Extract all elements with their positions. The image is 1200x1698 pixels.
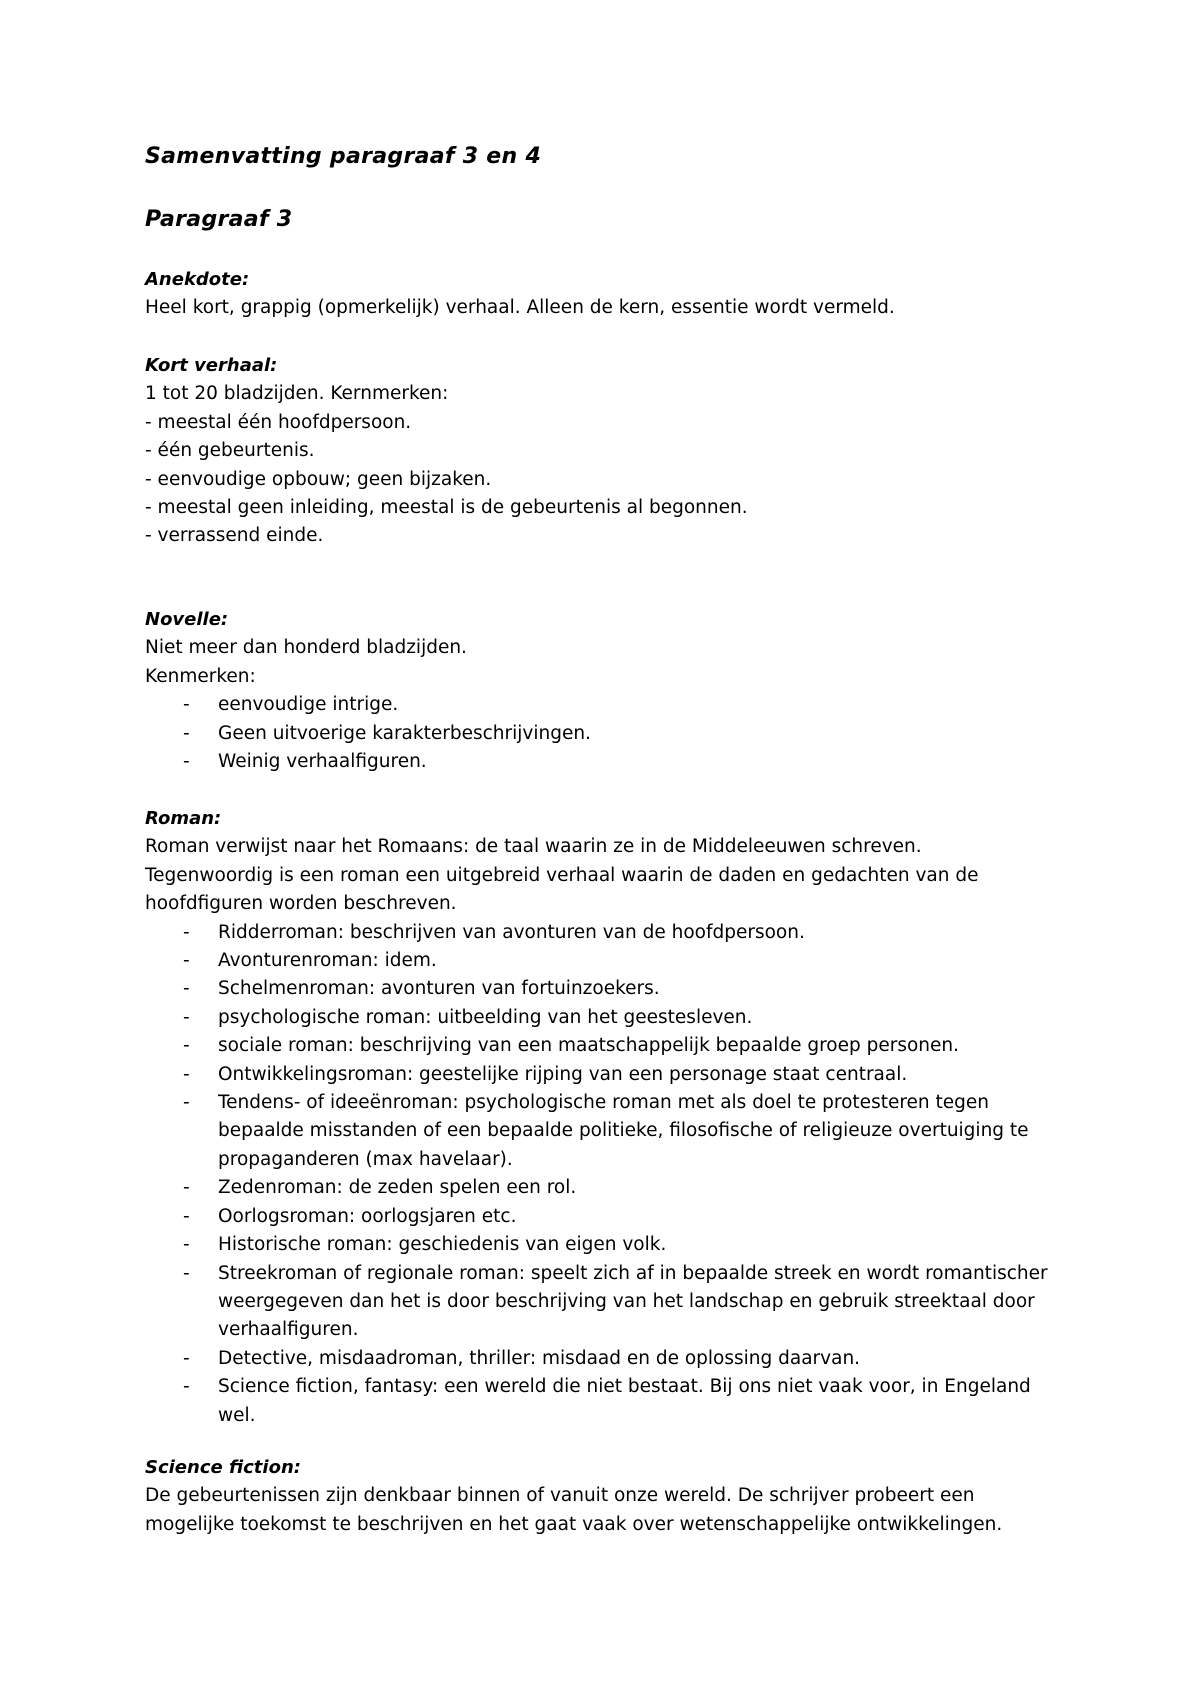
roman-heading: Roman:: [145, 808, 222, 829]
section-title: Paragraaf 3: [145, 207, 293, 232]
anekdote-section: [145, 266, 1065, 323]
list-item: - Geen uitvoerige karakterbeschrijvingen.: [145, 720, 1065, 748]
list-item: - psychologische roman: uitbeelding van het geestesleven.: [145, 1004, 1065, 1032]
kort-verhaal-line: - meestal één hoofdpersoon.: [145, 411, 412, 433]
roman-text: Tegenwoordig is een roman een uitgebreid verhaal waarin de daden en gedachten van de hoofdfiguren worden beschreven.: [145, 864, 979, 915]
science-fiction-text: De gebeurtenissen zijn denkbaar binnen of vanuit onze wereld. De schrijver probeert een mogelijke toekomst te beschrijven en het gaat vaak over wetenschappelijke ontwikkelingen.: [145, 1485, 1003, 1535]
anekdote-heading: Anekdote:: [145, 269, 250, 290]
list-item: - Avonturenroman: idem.: [145, 947, 1065, 975]
kort-verhaal-line: - eenvoudige opbouw; geen bijzaken.: [145, 468, 492, 490]
document-title: Samenvatting paragraaf 3 en 4: [145, 144, 542, 169]
list-item: - sociale roman: beschrijving van een maatschappelijk bepaalde groep personen.: [145, 1032, 1065, 1060]
kort-verhaal-intro: 1 tot 20 bladzijden. Kernmerken:: [145, 383, 449, 405]
list-item: - Schelmenroman: avonturen van fortuinzoekers.: [145, 975, 1065, 1003]
list-item: - Weinig verhaalfiguren.: [145, 748, 1065, 776]
list-item: - eenvoudige intrige.: [145, 691, 1065, 719]
novelle-list: [145, 691, 1065, 776]
kort-verhaal-line: - meestal geen inleiding, meestal is de gebeurtenis al begonnen.: [145, 497, 748, 519]
kort-verhaal-line: - verrassend einde.: [145, 525, 324, 547]
list-item: - Zedenroman: de zeden spelen een rol.: [145, 1174, 1065, 1202]
list-item: - Detective, misdaadroman, thriller: misdaad en de oplossing daarvan.: [145, 1345, 1065, 1373]
list-item: - Streekroman of regionale roman: speelt zich af in bepaalde streek en wordt romantischer weergegeven dan het is door beschrijving van het landschap en gebruik streektaal door verhaalfiguren.: [145, 1260, 1065, 1345]
roman-text: Roman verwijst naar het Romaans: de taal waarin ze in de Middeleeuwen schreven.: [145, 836, 922, 858]
list-item: - Ontwikkelingsroman: geestelijke rijping van een personage staat centraal.: [145, 1061, 1065, 1089]
roman-section: [145, 805, 1065, 1430]
kort-verhaal-section: [145, 352, 1065, 551]
kort-verhaal-heading: Kort verhaal:: [145, 355, 278, 376]
kort-verhaal-line: - één gebeurtenis.: [145, 440, 315, 462]
list-item: - Ridderroman: beschrijven van avonturen van de hoofdpersoon.: [145, 919, 1065, 947]
list-item: - Historische roman: geschiedenis van eigen volk.: [145, 1231, 1065, 1259]
list-item: - Oorlogsroman: oorlogsjaren etc.: [145, 1203, 1065, 1231]
novelle-text: Kenmerken:: [145, 665, 256, 687]
list-item: - Tendens- of ideeënroman: psychologische roman met als doel te protesteren tegen bepaalde misstanden of een bepaalde politieke, filosofische of religieuze overtuiging te propaganderen (max havelaar).: [145, 1089, 1065, 1174]
list-item: - Science fiction, fantasy: een wereld die niet bestaat. Bij ons niet vaak voor, in Engeland wel.: [145, 1373, 1065, 1430]
novelle-text: Niet meer dan honderd bladzijden.: [145, 637, 467, 659]
novelle-section: [145, 606, 1065, 776]
science-fiction-section: [145, 1454, 1065, 1539]
anekdote-text: Heel kort, grappig (opmerkelijk) verhaal. Alleen de kern, essentie wordt vermeld.: [145, 297, 895, 319]
novelle-heading: Novelle:: [145, 609, 229, 630]
roman-list: [145, 919, 1065, 1430]
science-fiction-heading: Science fiction:: [145, 1457, 301, 1478]
